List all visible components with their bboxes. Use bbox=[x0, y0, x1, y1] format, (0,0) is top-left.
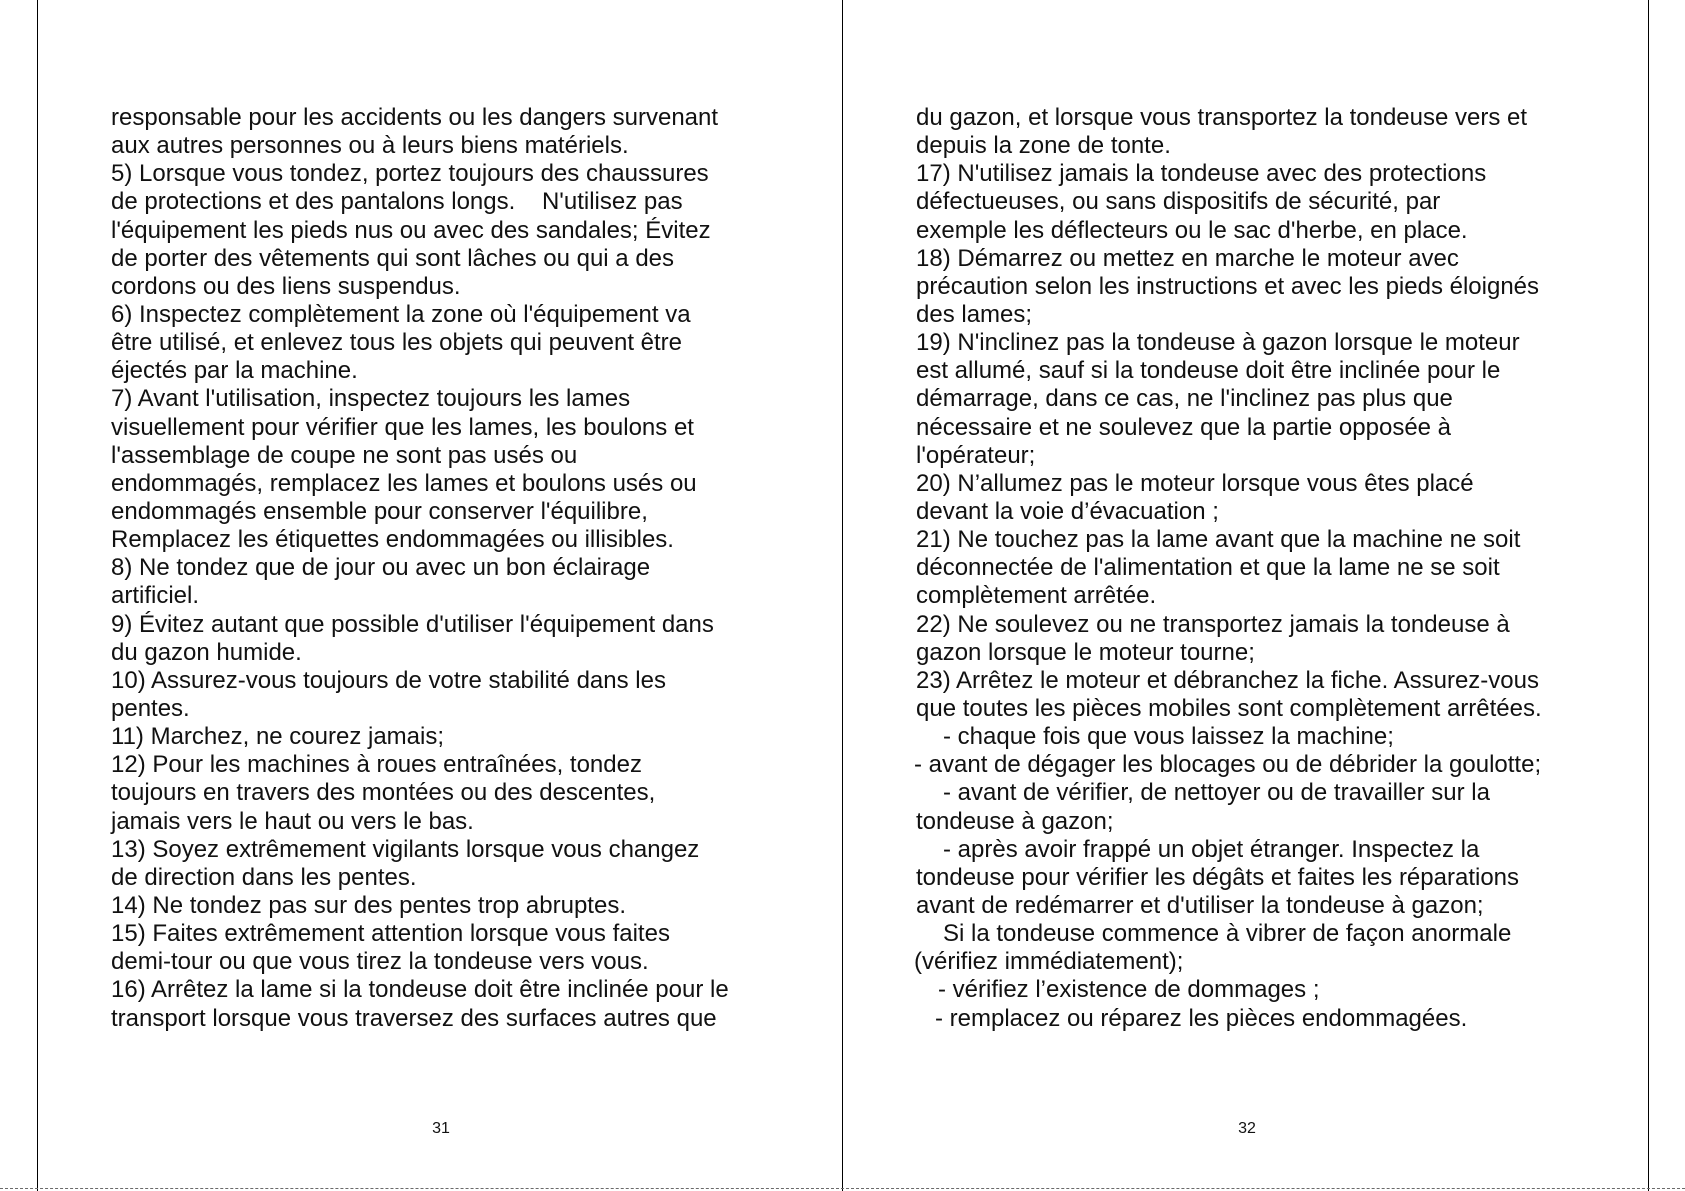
text-line: démarrage, dans ce cas, ne l'inclinez pas plus que bbox=[916, 385, 1453, 413]
text-line: - vérifiez l’existence de dommages ; bbox=[938, 976, 1320, 1004]
text-line: - remplacez ou réparez les pièces endommagées. bbox=[935, 1004, 1468, 1032]
text-line: (vérifiez immédiatement); bbox=[914, 948, 1184, 976]
left-page-edge bbox=[37, 0, 38, 1191]
text-line: du gazon, et lorsque vous transportez la tondeuse vers et bbox=[916, 104, 1528, 131]
page-number: 31 bbox=[432, 1120, 450, 1137]
page-number: 32 bbox=[1238, 1120, 1256, 1137]
text-line: endommagés ensemble pour conserver l'équilibre, bbox=[111, 497, 648, 525]
text-line: défectueuses, ou sans dispositifs de sécurité, par bbox=[916, 188, 1441, 216]
text-line: visuellement pour vérifier que les lames, les boulons et bbox=[111, 413, 694, 441]
text-line: pentes. bbox=[111, 694, 190, 722]
page-31-body bbox=[111, 104, 801, 1033]
text-line: 6) Inspectez complètement la zone où l'équipement va bbox=[111, 300, 691, 328]
text-line: Si la tondeuse commence à vibrer de façon anormale bbox=[943, 920, 1512, 948]
text-line: cordons ou des liens suspendus. bbox=[111, 272, 461, 300]
text-line: 7) Avant l'utilisation, inspectez toujours les lames bbox=[111, 385, 631, 413]
text-line: 10) Assurez-vous toujours de votre stabilité dans les bbox=[111, 666, 666, 694]
text-line: 11) Marchez, ne courez jamais; bbox=[111, 723, 445, 751]
text-line: 22) Ne soulevez ou ne transportez jamais la tondeuse à bbox=[916, 610, 1510, 638]
text-line: 15) Faites extrêmement attention lorsque vous faites bbox=[111, 920, 670, 948]
text-line: devant la voie d’évacuation ; bbox=[916, 497, 1219, 525]
text-line: des lames; bbox=[916, 300, 1033, 328]
text-line: - après avoir frappé un objet étranger. Inspectez la bbox=[943, 835, 1480, 863]
text-line: 23) Arrêtez le moteur et débranchez la fiche. Assurez-vous bbox=[916, 666, 1539, 694]
text-line: aux autres personnes ou à leurs biens matériels. bbox=[111, 132, 629, 160]
text-line: - avant de vérifier, de nettoyer ou de travailler sur la bbox=[943, 779, 1490, 807]
bottom-cut-line bbox=[0, 1188, 1685, 1189]
text-line: avant de redémarrer et d'utiliser la tondeuse à gazon; bbox=[916, 891, 1484, 919]
text-line: du gazon humide. bbox=[111, 638, 302, 666]
text-line: 12) Pour les machines à roues entraînées, tondez bbox=[111, 751, 642, 779]
right-page-edge bbox=[1648, 0, 1649, 1191]
text-line: toujours en travers des montées ou des descentes, bbox=[111, 779, 656, 807]
text-line: 20) N’allumez pas le moteur lorsque vous êtes placé bbox=[916, 469, 1474, 497]
text-line: l'assemblage de coupe ne sont pas usés ou bbox=[111, 441, 578, 469]
text-line: - chaque fois que vous laissez la machine; bbox=[943, 723, 1394, 751]
text-line: 8) Ne tondez que de jour ou avec un bon éclairage bbox=[111, 554, 651, 582]
text-line: est allumé, sauf si la tondeuse doit être inclinée pour le bbox=[916, 357, 1501, 385]
text-line: complètement arrêtée. bbox=[916, 582, 1157, 610]
text-line: responsable pour les accidents ou les dangers survenant bbox=[111, 104, 719, 131]
text-line: artificiel. bbox=[111, 582, 200, 610]
page-31-text bbox=[111, 104, 801, 1033]
text-line: nécessaire et ne soulevez que la partie opposée à bbox=[916, 413, 1452, 441]
text-line: l'opérateur; bbox=[916, 441, 1036, 469]
text-line: jamais vers le haut ou vers le bas. bbox=[111, 807, 474, 835]
text-line: 16) Arrêtez la lame si la tondeuse doit être inclinée pour le bbox=[111, 976, 729, 1004]
text-line: éjectés par la machine. bbox=[111, 357, 358, 385]
text-line: 19) N'inclinez pas la tondeuse à gazon lorsque le moteur bbox=[916, 329, 1520, 357]
page-32-text bbox=[916, 104, 1606, 1033]
text-line: tondeuse pour vérifier les dégâts et faites les réparations bbox=[916, 863, 1520, 891]
text-line: - avant de dégager les blocages ou de débrider la goulotte; bbox=[914, 751, 1542, 779]
text-line: de protections et des pantalons longs. N'utilisez pas bbox=[111, 188, 683, 216]
text-line: 18) Démarrez ou mettez en marche le moteur avec bbox=[916, 244, 1459, 272]
text-line: 14) Ne tondez pas sur des pentes trop abruptes. bbox=[111, 891, 626, 919]
text-line: que toutes les pièces mobiles sont complètement arrêtées. bbox=[916, 694, 1542, 722]
text-line: exemple les déflecteurs ou le sac d'herbe, en place. bbox=[916, 216, 1468, 244]
text-line: de direction dans les pentes. bbox=[111, 863, 417, 891]
text-line: 21) Ne touchez pas la lame avant que la machine ne soit bbox=[916, 526, 1521, 554]
text-line: être utilisé, et enlevez tous les objets qui peuvent être bbox=[111, 329, 683, 357]
page-32-body bbox=[916, 104, 1606, 1033]
text-line: 17) N'utilisez jamais la tondeuse avec des protections bbox=[916, 160, 1487, 188]
text-line: Remplacez les étiquettes endommagées ou illisibles. bbox=[111, 526, 674, 554]
text-line: 9) Évitez autant que possible d'utiliser l'équipement dans bbox=[111, 610, 714, 638]
text-line: déconnectée de l'alimentation et que la lame ne se soit bbox=[916, 554, 1500, 582]
text-line: gazon lorsque le moteur tourne; bbox=[916, 638, 1255, 666]
text-line: de porter des vêtements qui sont lâches ou qui a des bbox=[111, 244, 675, 272]
text-line: 13) Soyez extrêmement vigilants lorsque vous changez bbox=[111, 835, 700, 863]
page-gutter-divider bbox=[842, 0, 843, 1191]
text-line: 5) Lorsque vous tondez, portez toujours des chaussures bbox=[111, 160, 709, 188]
text-line: tondeuse à gazon; bbox=[916, 807, 1114, 835]
text-line: endommagés, remplacez les lames et boulons usés ou bbox=[111, 469, 697, 497]
text-line: demi-tour ou que vous tirez la tondeuse vers vous. bbox=[111, 948, 649, 976]
text-line: précaution selon les instructions et avec les pieds éloignés bbox=[916, 272, 1540, 300]
text-line: l'équipement les pieds nus ou avec des sandales; Évitez bbox=[111, 216, 711, 244]
text-line: transport lorsque vous traversez des surfaces autres que bbox=[111, 1004, 717, 1032]
text-line: depuis la zone de tonte. bbox=[916, 132, 1171, 160]
